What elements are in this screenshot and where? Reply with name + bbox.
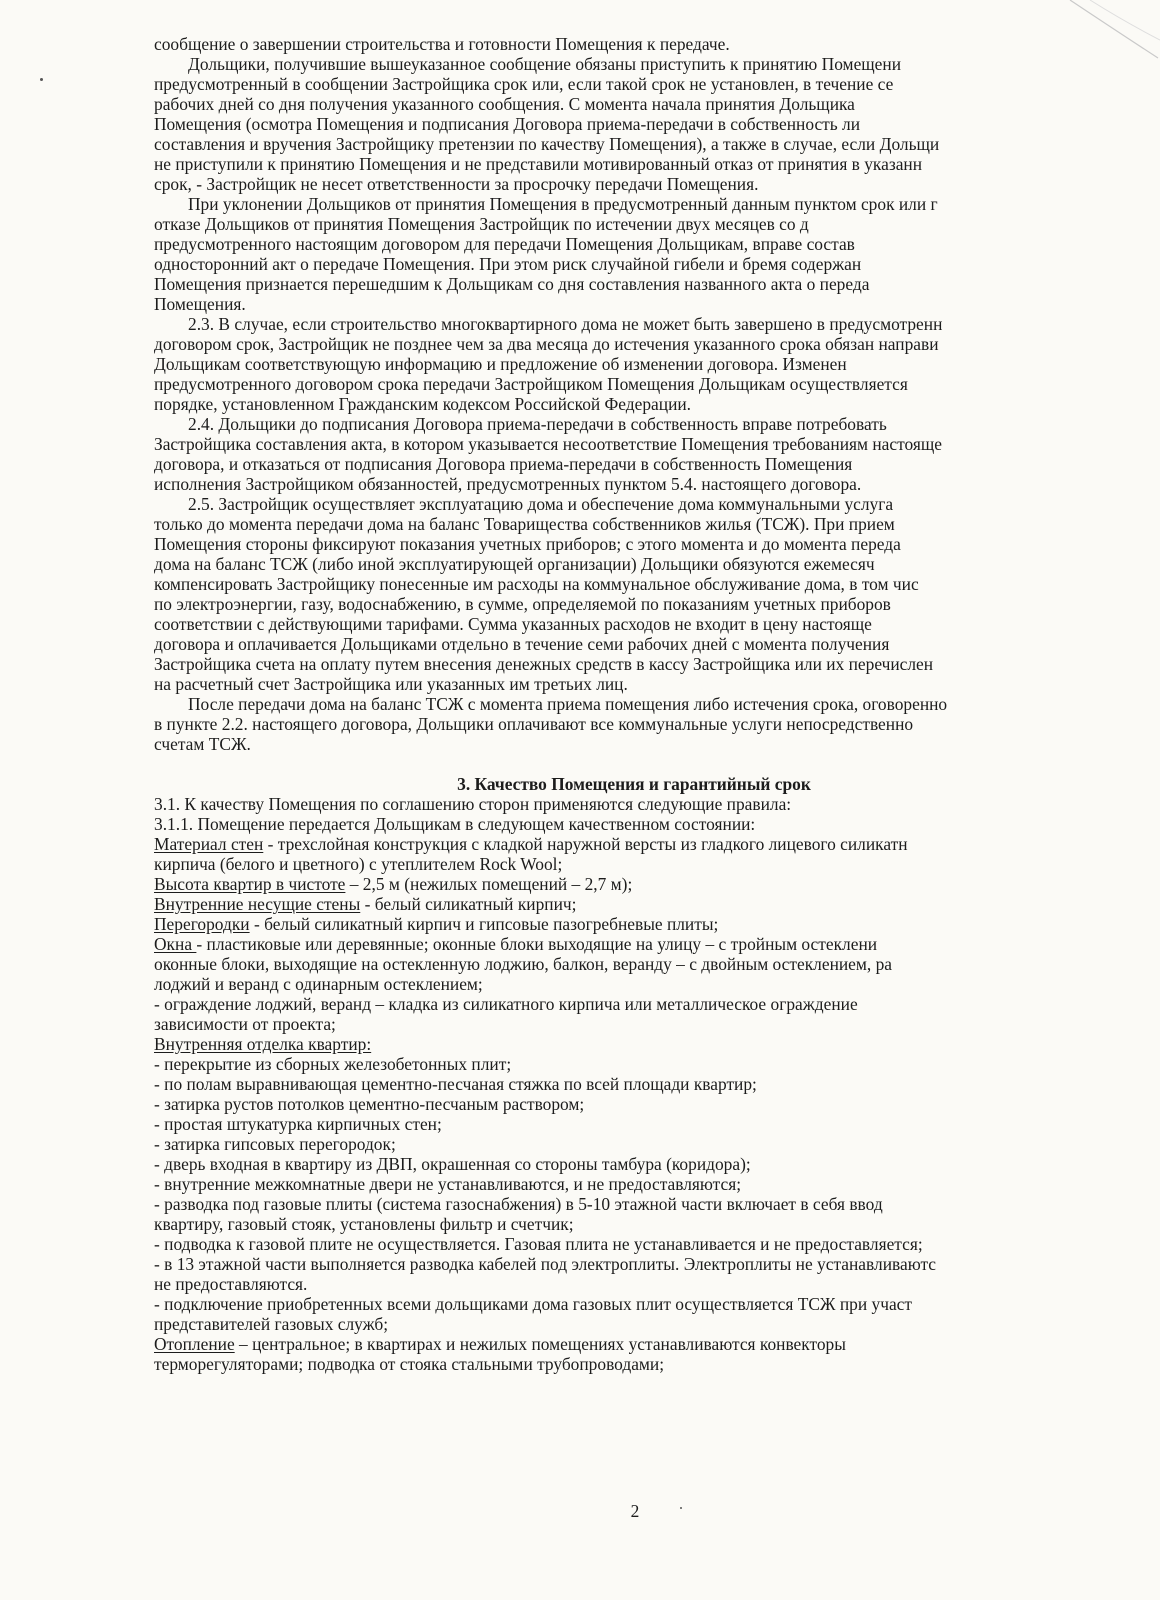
- quality-line: [154, 894, 1114, 914]
- quality-text: - подводка к газовой плите не осуществляется. Газовая плита не устанавливается и не предоставляется;: [154, 1234, 923, 1254]
- quality-text: - простая штукатурка кирпичных стен;: [154, 1114, 442, 1134]
- quality-text: – центральное; в квартирах и нежилых помещениях устанавливаются конвекторы: [234, 1334, 846, 1354]
- quality-line: [154, 1114, 1114, 1134]
- quality-line: [154, 1194, 1114, 1214]
- text-line: не приступили к принятию Помещения и не представили мотивированный отказ от принятия в указанн: [154, 154, 923, 174]
- quality-line: [154, 1274, 1114, 1294]
- quality-text: - затирка гипсовых перегородок;: [154, 1134, 396, 1154]
- text-line: 3.1. К качеству Помещения по соглашению сторон применяются следующие правила:: [154, 794, 792, 814]
- text-line: договора, и отказаться от подписания Договора приема-передачи в собственность Помещения: [154, 454, 853, 474]
- quality-line: [154, 854, 1114, 874]
- quality-line: [154, 1094, 1114, 1114]
- text-line: При уклонении Дольщиков от принятия Помещения в предусмотренный данным пунктом срок или г: [188, 194, 938, 214]
- quality-text: – 2,5 м (нежилых помещений – 2,7 м);: [345, 874, 633, 894]
- text-line: Застройщика составления акта, в котором указывается несоответствие Помещения требованиям настояще: [154, 434, 942, 454]
- text-line: 2.4. Дольщики до подписания Договора приема-передачи в собственность вправе потребовать: [188, 414, 887, 434]
- quality-items: [154, 834, 1114, 1374]
- text-line: порядке, установленном Гражданским кодексом Российской Федерации.: [154, 394, 692, 414]
- text-line: компенсировать Застройщику понесенные им расходы на коммунальное обслуживание дома, в том чис: [154, 574, 919, 594]
- quality-line: [154, 1314, 1114, 1334]
- quality-line: [154, 834, 1114, 854]
- quality-line: [154, 914, 1114, 934]
- text-line: исполнения Застройщиком обязанностей, предусмотренных пунктом 5.4. настоящего договора.: [154, 474, 862, 494]
- text-line: предусмотренного настоящим договором для передачи Помещения Дольщикам, вправе состав: [154, 234, 855, 254]
- quality-text: кирпича (белого и цветного) с утеплителем Rock Wool;: [154, 854, 563, 874]
- text-line: Помещения признается перешедшим к Дольщикам со дня составления названного акта о переда: [154, 274, 870, 294]
- text-line: дома на баланс ТСЖ (либо иной эксплуатирующей организации) Дольщики обязуются ежемесяч: [154, 554, 875, 574]
- text-line: составления и вручения Застройщику претензии по качеству Помещения), а также в случае, если Дольщи: [154, 134, 940, 154]
- scan-speck: [680, 1507, 682, 1509]
- quality-line: [154, 874, 1114, 894]
- text-line: договором срок, Застройщик не позднее чем за два месяца до истечения указанного срока обязан направи: [154, 334, 939, 354]
- quality-text: - пластиковые или деревянные; оконные блоки выходящие на улицу – с тройным остеклени: [196, 934, 878, 954]
- quality-term: Высота квартир в чистоте: [154, 874, 346, 894]
- text-line: Дольщикам соответствующую информацию и предложение об изменении договора. Изменен: [154, 354, 847, 374]
- quality-term: Окна: [154, 934, 197, 954]
- quality-line: [154, 1234, 1114, 1254]
- quality-line: [154, 1054, 1114, 1074]
- quality-line: [154, 954, 1114, 974]
- quality-text: - затирка рустов потолков цементно-песчаным раствором;: [154, 1094, 585, 1114]
- quality-text: - в 13 этажной части выполняется разводка кабелей под электроплиты. Электроплиты не устанавливаютс: [154, 1254, 936, 1274]
- text-line: Помещения стороны фиксируют показания учетных приборов; с этого момента и до момента переда: [154, 534, 901, 554]
- text-line: на расчетный счет Застройщика или указанных им третьих лиц.: [154, 674, 628, 694]
- section-title: 3. Качество Помещения и гарантийный срок: [457, 774, 811, 794]
- quality-text: - ограждение лоджий, веранд – кладка из силикатного кирпича или металлическое ограждение: [154, 994, 858, 1014]
- section-3-text: [154, 794, 1114, 834]
- quality-line: [154, 1014, 1114, 1034]
- quality-line: [154, 1034, 1114, 1054]
- quality-text: квартиру, газовый стояк, установлены фильтр и счетчик;: [154, 1214, 574, 1234]
- page-number: 2: [630, 1501, 640, 1521]
- text-line: срок, - Застройщик не несет ответственности за просрочку передачи Помещения.: [154, 174, 759, 194]
- quality-line: [154, 1174, 1114, 1194]
- quality-text: оконные блоки, выходящие на остекленную лоджию, балкон, веранду – с двойным остеклением, ра: [154, 954, 893, 974]
- quality-text: - перекрытие из сборных железобетонных плит;: [154, 1054, 512, 1074]
- quality-text: представителей газовых служб;: [154, 1314, 389, 1334]
- text-line: счетам ТСЖ.: [154, 734, 251, 754]
- quality-text: зависимости от проекта;: [154, 1014, 336, 1034]
- section-2-text: [154, 34, 1114, 754]
- text-line: отказе Дольщиков от принятия Помещения Застройщик по истечении двух месяцев со д: [154, 214, 809, 234]
- quality-text: - белый силикатный кирпич;: [360, 894, 577, 914]
- quality-term: Отопление: [154, 1334, 235, 1354]
- scan-speck: [40, 78, 43, 81]
- text-line: только до момента передачи дома на баланс Товарищества собственников жилья (ТСЖ). При прием: [154, 514, 895, 534]
- text-line: 2.3. В случае, если строительство многоквартирного дома не может быть завершено в предусмотренн: [188, 314, 943, 334]
- text-line: сообщение о завершении строительства и готовности Помещения к передаче.: [154, 34, 730, 54]
- document-body: [154, 34, 1114, 1374]
- text-line: предусмотренного договором срока передачи Застройщиком Помещения Дольщикам осуществляется: [154, 374, 908, 394]
- quality-line: [154, 1254, 1114, 1274]
- quality-text: - белый силикатный кирпич и гипсовые пазогребневые плиты;: [249, 914, 719, 934]
- text-line: 3.1.1. Помещение передается Дольщикам в следующем качественном состоянии:: [154, 814, 756, 834]
- quality-line: [154, 1294, 1114, 1314]
- text-line: односторонний акт о передаче Помещения. При этом риск случайной гибели и бремя содержан: [154, 254, 862, 274]
- text-line: 2.5. Застройщик осуществляет эксплуатацию дома и обеспечение дома коммунальными услуга: [188, 494, 894, 514]
- quality-text: - подключение приобретенных всеми дольщиками дома газовых плит осуществляется ТСЖ при участ: [154, 1294, 912, 1314]
- quality-text: - по полам выравнивающая цементно-песчаная стяжка по всей площади квартир;: [154, 1074, 757, 1094]
- quality-line: [154, 1334, 1114, 1354]
- quality-term: Материал стен: [154, 834, 264, 854]
- text-line: Дольщики, получившие вышеуказанное сообщение обязаны приступить к принятию Помещени: [188, 54, 902, 74]
- quality-text: терморегуляторами; подводка от стояка стальными трубопроводами;: [154, 1354, 665, 1374]
- quality-text: - дверь входная в квартиру из ДВП, окрашенная со стороны тамбура (коридора);: [154, 1154, 751, 1174]
- quality-text: не предоставляются.: [154, 1274, 308, 1294]
- text-line: рабочих дней со дня получения указанного сообщения. С момента начала принятия Дольщика: [154, 94, 855, 114]
- quality-line: [154, 1214, 1114, 1234]
- text-line: предусмотренный в сообщении Застройщика срок или, если такой срок не установлен, в течение се: [154, 74, 894, 94]
- quality-text: лоджий и веранд с одинарным остеклением;: [154, 974, 483, 994]
- quality-line: [154, 974, 1114, 994]
- text-line: После передачи дома на баланс ТСЖ с момента приема помещения либо истечения срока, оговоренно: [188, 694, 948, 714]
- text-line: по электроэнергии, газу, водоснабжению, в сумме, определяемой по показаниям учетных приборов: [154, 594, 891, 614]
- quality-text: - разводка под газовые плиты (система газоснабжения) в 5-10 этажной части включает в себя ввод: [154, 1194, 883, 1214]
- text-line: договора и оплачивается Дольщиками отдельно в течение семи рабочих дней с момента получения: [154, 634, 890, 654]
- quality-line: [154, 1074, 1114, 1094]
- text-line: в пункте 2.2. настоящего договора, Дольщики оплачивают все коммунальные услуги непосредственно: [154, 714, 914, 734]
- text-line: Помещения.: [154, 294, 246, 314]
- text-line: соответствии с действующими тарифами. Сумма указанных расходов не входит в цену настояще: [154, 614, 872, 634]
- quality-line: [154, 1354, 1114, 1374]
- quality-term: Внутренние несущие стены: [154, 894, 361, 914]
- quality-term: Перегородки: [154, 914, 250, 934]
- quality-text: - внутренние межкомнатные двери не устанавливаются, и не предоставляются;: [154, 1174, 742, 1194]
- quality-text: - трехслойная конструкция с кладкой наружной версты из гладкого лицевого силикатн: [263, 834, 908, 854]
- quality-term: Внутренняя отделка квартир:: [154, 1034, 372, 1054]
- quality-line: [154, 1134, 1114, 1154]
- quality-line: [154, 1154, 1114, 1174]
- text-line: Помещения (осмотра Помещения и подписания Договора приема-передачи в собственность ли: [154, 114, 861, 134]
- quality-line: [154, 934, 1114, 954]
- quality-line: [154, 994, 1114, 1014]
- text-line: Застройщика счета на оплату путем внесения денежных средств в кассу Застройщика или их перечислен: [154, 654, 934, 674]
